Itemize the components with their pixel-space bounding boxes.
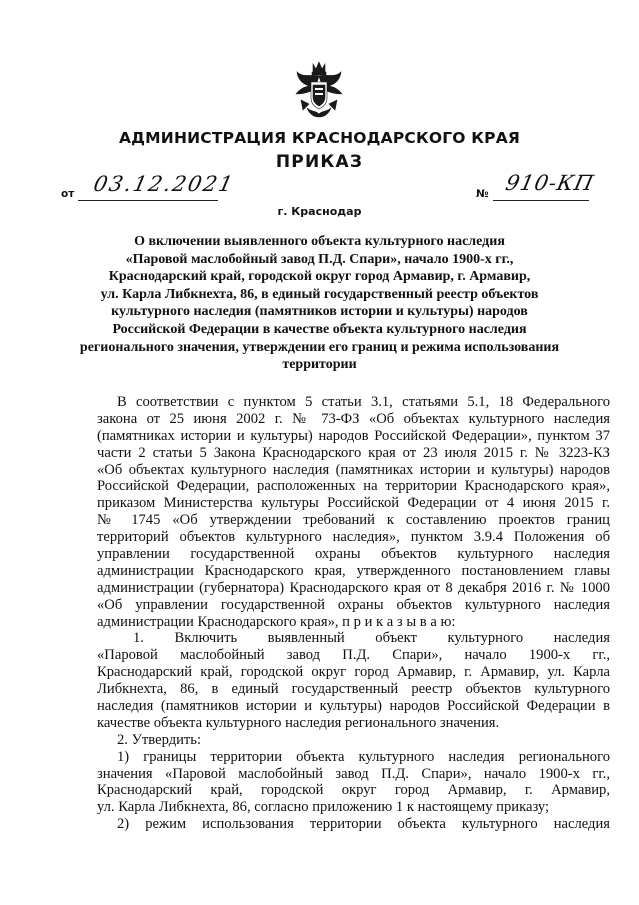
body-line: территорий объектов культурного наследия», пунктом 3.9.4 Положения об <box>97 529 610 546</box>
body-line: управлении государственной охраны объектов культурного наследия <box>97 546 610 563</box>
organization-name: АДМИНИСТРАЦИЯ КРАСНОДАРСКОГО КРАЯ <box>118 129 521 147</box>
body-line: В соответствии с пунктом 5 статьи 3.1, статьями 5.1, 18 Федерального <box>117 394 610 410</box>
document-type: ПРИКАЗ <box>275 152 364 172</box>
krasnodar-coat-of-arms-icon <box>291 60 347 118</box>
city-line: г. Краснодар <box>277 205 362 218</box>
title-line: Российской Федерации в качестве объекта культурного наследия <box>112 321 527 337</box>
date-underline <box>78 200 218 201</box>
title-line: О включении выявленного объекта культурного наследия <box>134 234 505 249</box>
body-line: качестве объекта культурного наследия регионального значения. <box>97 714 500 731</box>
number-underline <box>493 200 589 201</box>
body-line: Либкнехта, 86, в единый государственный реестр объектов культурного <box>97 681 610 698</box>
body-line: администрации (губернатора) Краснодарского края от 8 декабря 2016 г. № 1000 <box>97 579 610 596</box>
body-line: «Об управлении государственной охраны объектов культурного наследия <box>97 596 610 613</box>
document-body <box>97 394 610 833</box>
date-handwritten: 03.12.2021 <box>91 172 237 196</box>
number-handwritten: 910-КП <box>503 171 597 195</box>
title-line: «Паровой маслобойный завод П.Д. Спари», начало 1900-х гг., <box>125 251 514 267</box>
body-line: значения «Паровой маслобойный завод П.Д. Спари», начало 1900-х гг., <box>97 765 610 782</box>
body-line: 1. Включить выявленный объект культурного наследия <box>133 630 610 647</box>
date-label: от <box>61 188 75 200</box>
title-line: ул. Карла Либкнехта, 86, в единый государственный реестр объектов <box>100 286 539 302</box>
body-line: Краснодарский край, городской округ город Армавир, г. Армавир, ул. Карла <box>97 664 610 681</box>
body-line: 2) режим использования территории объекта культурного наследия <box>117 816 610 833</box>
body-line: Краснодарский край, городской округ город Армавир, г. Армавир, <box>97 782 610 799</box>
title-line: регионального значения, утверждении его границ и режима использования <box>79 339 560 355</box>
title-line: культурного наследия (памятников истории и культуры) народов <box>111 304 528 320</box>
document-title <box>70 233 569 374</box>
body-line: приказом Министерства культуры Российской Федерации от 4 июня 2015 г. <box>97 495 610 512</box>
body-line: (памятниках истории и культуры) народов Российской Федерации», пунктом 37 <box>97 427 610 444</box>
body-line: закона от 25 июня 2002 г. № 73-ФЗ «Об объектах культурного наследия <box>97 410 610 427</box>
number-label: № <box>476 188 489 200</box>
body-line: администрации Краснодарского края», п р и к а з ы в а ю: <box>97 613 456 630</box>
body-line: 1) границы территории объекта культурного наследия регионального <box>117 748 610 765</box>
body-line: «Паровой маслобойный завод П.Д. Спари», начало 1900-х гг., <box>97 647 610 664</box>
title-line: Краснодарский край, городской округ город Армавир, г. Армавир, <box>108 269 531 285</box>
body-line: 2. Утвердить: <box>117 731 202 748</box>
body-line: ул. Карла Либкнехта, 86, согласно приложению 1 к настоящему приказу; <box>97 799 550 816</box>
body-line: части 2 статьи 5 Закона Краснодарского края от 23 июля 2015 г. № 3223-КЗ <box>97 444 610 461</box>
body-line: «Об объектах культурного наследия (памятниках истории и культуры) народов <box>97 461 610 478</box>
body-line: № 1745 «Об утверждении требований к составлению проектов границ <box>97 512 610 529</box>
body-line: Российской Федерации, расположенных на территории Краснодарского края», <box>97 478 610 495</box>
body-line: администрации Краснодарского края, утвержденного постановлением главы <box>97 562 610 579</box>
body-line: наследия (памятников истории и культуры) народов Российской Федерации в <box>97 698 610 715</box>
title-line: территории <box>282 357 357 373</box>
